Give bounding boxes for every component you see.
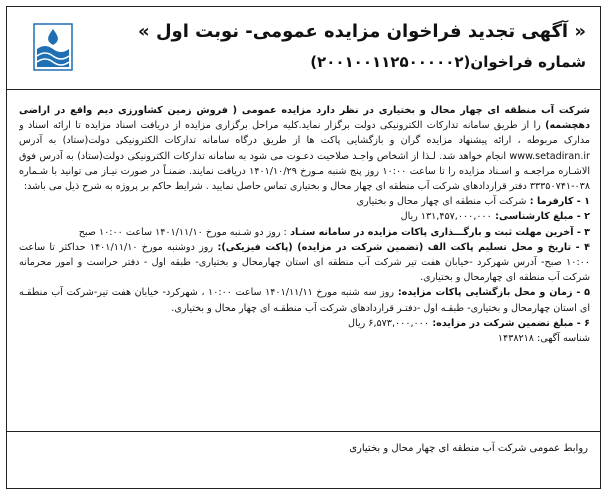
condition-item	[19, 209, 590, 224]
condition-title: ۳ - آخرین مهلت ثبت و بارگـــذاری پاکات مزایده در سامانه ستـاد	[286, 226, 590, 238]
condition-item	[19, 240, 590, 286]
condition-text: شرکت آب منطقه ای چهار محال و بختیاری	[356, 196, 527, 208]
ad-id: شناسه آگهی: ۱۴۳۸۲۱۸	[497, 333, 590, 345]
tender-number: شماره فراخوان(۲۰۰۱۰۰۱۱۲۵۰۰۰۰۰۲)	[310, 53, 586, 71]
condition-item	[19, 225, 590, 240]
intro-paragraph	[19, 103, 590, 194]
condition-item	[19, 194, 590, 209]
condition-text: ۱۳۱,۴۵۷,۰۰۰,۰۰۰ ریال	[400, 211, 492, 223]
announcement-footer: روابط عمومی شرکت آب منطقه ای چهار محال و بختیاری	[349, 443, 588, 454]
intro-text-2: انجام خواهد شد. لـذا از اشخاص واجـد صلاحیت دعـوت می شود به سامانه تدارکات الکترونیکی دولت(ستاد) به آدرس فوق الاشـاره مراجعـه و اسـناد مزایده را تا ساعت ۱۰:۰۰ روز پنج شنبه مـورخ ۱۴۰۱/۱۰/۲۹ دریافت نمایند. ضمنـاً در صورت نیـاز می توانید با شـماره ۰۳۸-۳۳۳۵۰۷۴۱ دفتر قراردادهای شرکت آب منطقه ای چهار محال و بختیاری تماس حاصل نمایید . شرایط حاکم بر پروژه به شرح ذیل می باشد:	[19, 150, 590, 193]
announcement-body	[19, 103, 590, 435]
condition-title: ۶ - مبلغ تضمین شرکت در مزایده:	[428, 317, 590, 329]
water-company-logo-icon	[33, 23, 73, 71]
announcement-header	[7, 7, 600, 89]
condition-text: : روز دو شـنبه مورخ ۱۴۰۱/۱۱/۱۰ ساعت ۱۰:۰۰ صبح	[78, 226, 287, 238]
condition-title: ۵ - زمان و محل بازگشایی پاکات مزایده:	[393, 287, 590, 299]
intro-bold: شرکت آب منطقه ای چهار محال و بختیاری در نظر دارد مزایده عمومی ( فروش زمین کشاورزی دیم واقع در اراضی دهچشمه)	[19, 105, 590, 132]
condition-title: ۱ - کارفرما :	[526, 196, 590, 208]
condition-title: ۲ - مبلغ کارشناسی:	[491, 211, 590, 223]
condition-item	[19, 285, 590, 315]
condition-item	[19, 316, 590, 331]
condition-text: روز دوشنبه مورخ ۱۴۰۱/۱۱/۱۰ حداکثر تا ساعت ۱۰:۰۰ صبح- آدرس شهرکرد -خیابان هفت تیر شرکت آب منطقه ای استان چهارمحال و بختیاری- طبقه اول - دفتر حراست و امور محرمانه شرکت آب منطقه ای چهارمحال و بختیاری.	[19, 241, 590, 284]
header-divider	[7, 89, 600, 90]
announcement-title: « آگهی تجدید فراخوان مزایده عمومی- نوبت اول »	[138, 21, 586, 42]
announcement-frame	[6, 6, 601, 489]
condition-title: ۴ - تاریخ و محل تسلیم پاکت الف (تضمین شرکت در مزایده) (پاکت فیزیکی):	[213, 241, 590, 253]
condition-text: روز سه شنبه مورخ ۱۴۰۱/۱۱/۱۱ ساعت ۱۰:۰۰ ، شهرکرد- خیابان هفت تیر-شرکت آب منطقـه ای استان چهارمحال و بختیاری- طبقـه اول -دفتـر قراردادهای شرکت آب منطقـه ای چهار محال و بختیاری.	[19, 287, 590, 314]
intro-text: را از طریق سامانه تدارکات الکترونیکی دولت برگزار نماید.کلیه مراحل برگزاری مزایده از دریافت اسناد مزایده تا ارائه اسناد و مدارک مربوطه ، ارائه پیشنهاد مزایده گران و بازگشایی پاکت ها از طریق درگاه سامانه تدارکات الکترونیکی دولت(ستاد) به آدرس	[19, 120, 590, 147]
website-link[interactable]: www.setadiran.ir	[509, 150, 590, 162]
condition-text: ۶,۵۷۳,۰۰۰,۰۰۰ ریال	[348, 317, 429, 329]
footer-divider	[7, 431, 600, 432]
